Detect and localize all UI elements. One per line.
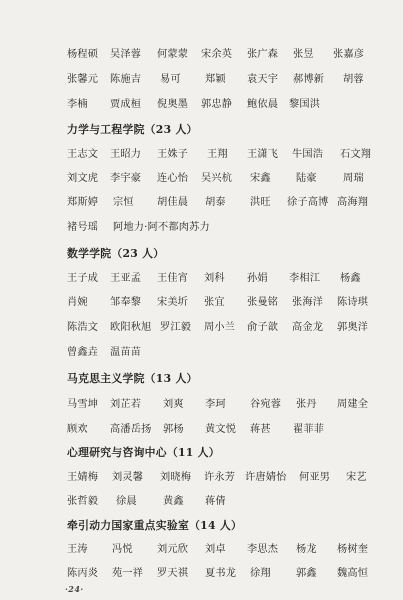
person-name: 苑一祥: [112, 568, 144, 579]
person-name: 胡佳晨: [157, 197, 189, 208]
person-name: 刘灵馨: [112, 472, 144, 483]
person-name: 王婧梅: [67, 472, 99, 483]
person-name: 王亚孟: [110, 273, 142, 284]
section-heading: 力学与工程学院（23 人）: [67, 123, 198, 136]
person-name: 吴泽蓉: [110, 49, 142, 60]
person-name: 王姝子: [157, 149, 189, 160]
person-name: 刘晓梅: [160, 472, 192, 483]
person-name: 李宇豪: [110, 173, 142, 184]
person-name: 陆豪: [296, 173, 317, 184]
name-row: [67, 170, 372, 188]
person-name: 宋鑫: [250, 173, 271, 184]
person-name: 肖婉: [67, 297, 88, 308]
person-name: 褚号瑶: [67, 222, 99, 233]
person-name: 王潇飞: [247, 149, 279, 160]
name-row: [67, 46, 372, 64]
person-name: 郭杨: [163, 424, 184, 435]
person-name: 张海洋: [292, 297, 324, 308]
person-name: 黄文悦: [205, 424, 237, 435]
person-name: 张丹: [296, 399, 317, 410]
name-row: [67, 565, 372, 583]
person-name: 黄鑫: [163, 496, 184, 507]
person-name: 刘元欣: [157, 544, 189, 555]
person-name: 张曼铭: [247, 297, 279, 308]
person-name: 许永芳: [204, 472, 236, 483]
person-name: 宗恒: [113, 197, 134, 208]
person-name: 宋余英: [201, 49, 233, 60]
name-row: [67, 344, 372, 362]
name-row: [67, 541, 372, 559]
person-name: 王佳宵: [157, 273, 189, 284]
person-name: 魏高恒: [337, 568, 369, 579]
person-name: 石文翔: [340, 149, 372, 160]
person-name: 高潘岳扬: [110, 424, 152, 435]
section-heading: 心理研究与咨询中心（11 人）: [67, 446, 220, 459]
person-name: 贾成桓: [110, 99, 142, 110]
person-name: 温苗苗: [110, 347, 142, 358]
person-name: 徐翔: [250, 568, 271, 579]
person-name: 易可: [160, 74, 181, 85]
person-name: 周建全: [337, 399, 369, 410]
person-name: 袁天宇: [247, 74, 279, 85]
person-name: 俞子歆: [247, 322, 279, 333]
section-heading: 数学学院（23 人）: [67, 247, 165, 260]
person-name: 王翔: [207, 149, 228, 160]
person-name: 蒋倩: [205, 496, 226, 507]
person-name: 何蒙蒙: [157, 49, 189, 60]
person-name: 张哲毅: [67, 496, 99, 507]
person-name: 李思杰: [247, 544, 279, 555]
person-name: 翟菲菲: [293, 424, 325, 435]
person-name: 王涛: [67, 544, 88, 555]
name-row: [67, 270, 372, 288]
person-name: 刘文虎: [67, 173, 99, 184]
person-name: 杨树奎: [337, 544, 369, 555]
person-name: 李楠: [67, 99, 88, 110]
person-name: 黎国洪: [289, 99, 321, 110]
person-name: 王昭力: [110, 149, 142, 160]
name-row: [67, 219, 372, 237]
person-name: 胡蓉: [343, 74, 364, 85]
person-name: 刘爽: [163, 399, 184, 410]
person-name: 牛国浩: [292, 149, 324, 160]
person-name: 李珂: [205, 399, 226, 410]
person-name: 何亚男: [299, 472, 331, 483]
name-row: [67, 469, 372, 487]
person-name: 郑颖: [205, 74, 226, 85]
name-row: [67, 194, 372, 212]
person-name: 杨程硕: [67, 49, 99, 60]
person-name: 连心怡: [157, 173, 189, 184]
name-row: [67, 493, 372, 511]
person-name: 胡泰: [205, 197, 226, 208]
person-name: 陈诗琪: [337, 297, 369, 308]
person-name: 冯悦: [112, 544, 133, 555]
person-name: 宋艺: [346, 472, 367, 483]
person-name: 蒋甚: [250, 424, 271, 435]
person-name: 杨鑫: [340, 273, 361, 284]
person-name: 张宜: [204, 297, 225, 308]
person-name: 郭鑫: [296, 568, 317, 579]
person-name: 张馨元: [67, 74, 99, 85]
person-name: 张昱: [293, 49, 314, 60]
person-name: 罗江毅: [160, 322, 192, 333]
name-row: [67, 146, 372, 164]
person-name: 顾欢: [67, 424, 88, 435]
person-name: 邹奉黎: [110, 297, 142, 308]
person-name: 郝博新: [293, 74, 325, 85]
person-name: 洪旺: [250, 197, 271, 208]
person-name: 夏书龙: [205, 568, 237, 579]
person-name: 马雪坤: [67, 399, 99, 410]
section-heading: 牵引动力国家重点实验室（14 人）: [67, 519, 243, 532]
person-name: 许唐婧怡: [245, 472, 287, 483]
person-name: 王志文: [67, 149, 99, 160]
name-row: [67, 71, 372, 89]
person-name: 倪奥墨: [157, 99, 189, 110]
person-name: 张嘉彦: [333, 49, 365, 60]
person-name: 郑斯婷: [67, 197, 99, 208]
person-name: 陈浩文: [67, 322, 99, 333]
person-name: 刘芷若: [110, 399, 142, 410]
person-name: 王子成: [67, 273, 99, 284]
person-name: 周小兰: [204, 322, 236, 333]
page-number: ·24·: [65, 584, 84, 594]
person-name: 周瑞: [343, 173, 364, 184]
person-name: 曾鑫垚: [67, 347, 99, 358]
person-name: 徐晨: [116, 496, 137, 507]
person-name: 陈施吉: [110, 74, 142, 85]
person-name: 高海翔: [337, 197, 369, 208]
name-row: [67, 96, 372, 114]
person-name: 宋美圻: [157, 297, 189, 308]
person-name: 鲍依晨: [247, 99, 279, 110]
person-name: 阿地力·阿不都肉苏力: [113, 222, 210, 233]
person-name: 吴兴杭: [201, 173, 233, 184]
person-name: 谷宛蓉: [250, 399, 282, 410]
person-name: 郭忠静: [201, 99, 233, 110]
name-row: [67, 421, 372, 439]
person-name: 杨龙: [296, 544, 317, 555]
section-heading: 马克思主义学院（13 人）: [67, 372, 198, 385]
person-name: 郭奥洋: [337, 322, 369, 333]
person-name: 陈丙炎: [67, 568, 99, 579]
person-name: 张广森: [247, 49, 279, 60]
name-row: [67, 294, 372, 312]
person-name: 高金龙: [292, 322, 324, 333]
person-name: 孙娟: [247, 273, 268, 284]
person-name: 欧阳秋旭: [110, 322, 152, 333]
name-row: [67, 396, 372, 414]
person-name: 徐子高博: [287, 197, 329, 208]
name-row: [67, 319, 372, 337]
person-name: 李相江: [289, 273, 321, 284]
person-name: 刘卓: [205, 544, 226, 555]
person-name: 刘科: [204, 273, 225, 284]
person-name: 罗天祺: [157, 568, 189, 579]
